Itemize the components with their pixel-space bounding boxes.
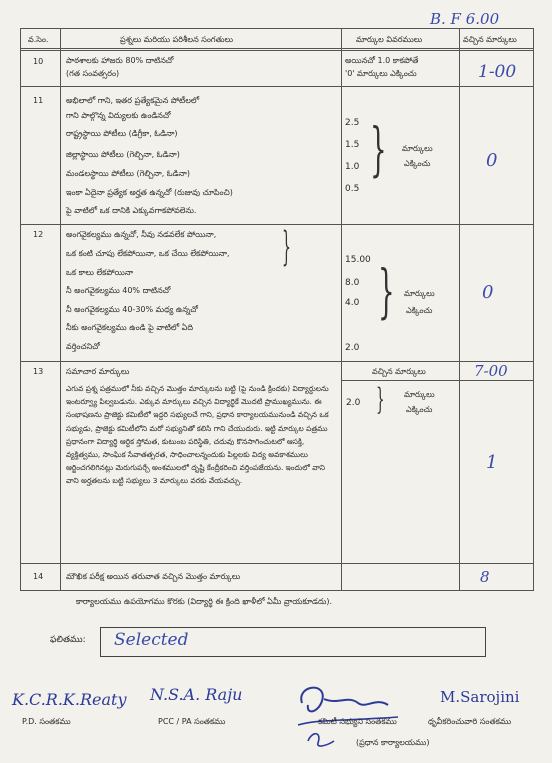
signature-verifier: M.Sarojini — [440, 688, 520, 706]
row-10-marks-1: అయినచో 1.0 కాకపోతే — [345, 56, 419, 65]
row-11-value-1: 2.5 — [345, 118, 360, 128]
row-11-number: 11 — [33, 96, 44, 105]
row-13-label-2: ఎక్కించు — [406, 405, 433, 414]
row-12-label-1: మార్కులు — [404, 289, 435, 298]
signature-pd-label: P.D. సంతకము — [22, 717, 71, 726]
row-13-label-1: మార్కులు — [404, 390, 435, 399]
row-13-obtained: 1 — [486, 452, 498, 473]
row-12-number: 12 — [33, 230, 44, 239]
row-12-value-1: 15.00 — [345, 255, 371, 265]
signature-pcc-label: PCC / PA సంతకము — [158, 717, 226, 726]
header-sno: వ.సెం. — [28, 35, 49, 44]
row-12-item-4: నీ అంగవైకల్యము 40% దాటినచో — [66, 286, 171, 295]
signature-headoffice-label: (ప్రధాన కార్యాలయము) — [356, 738, 430, 747]
row-10-item-2: (గత సంవత్సరం) — [66, 69, 120, 78]
row-12-item-1: అంగవైకల్యము ఉన్నచో, నీవు నడవలేక పోయినా, — [66, 230, 217, 239]
row-13-paragraph: ఎగువ ప్రశ్న పత్రములో నీకు వచ్చిన మొత్తం మార్కులను బట్టి (పై నుండి క్రిందకు) విద్యార్థులను ఇంటర్వ్యూ పిల్వబడును. ఎక్కువ మార్కులు వచ్చిన విద్యార్థికే మొదటి ప్రాముఖ్యమును. ఈ సంభాషణను ప్రాజెక్టు కమిటీలో ఇద్దరి సభ్యులచే గాని, ప్రధాన కార్యాలయమునుండి వచ్చిన ఒక సభ్యుడు, ప్రాజెక్టు కమిటీలోని మరో సభ్యునితో కలిసి గాని చేయుదురు. ఇట్టి మార్కుల పత్రము ప్రధానంగా విద్యార్థి ఆర్థిక స్తోమత, కుటుంబ పరిస్థితి, చదువు కొనసాగించుటలో ఆసక్తి, వ్యక్తిత్వము, సాంఘిక సేవాతత్పరత, సాధించాలన్నందుకు పిల్లలకు విద్య అవకాశములు ఆర్జించగలిగినట్లు మెరుగుపర్చే అంశములలో దృష్టి కేంద్రీకరించి వర్తింపజేయను. ఇందులో వాని వాని అర్హతలను బట్టి సభ్యులు 3 మార్కులు వరకు వేయవచ్చు. — [66, 384, 329, 486]
row-12-value-3: 4.0 — [345, 298, 360, 308]
row-12-label-2: ఎక్కించు — [406, 306, 433, 315]
row-13-obtained-total: 7-00 — [474, 362, 508, 380]
row-13-brace: } — [376, 382, 385, 417]
row-13-title: సమాచార మార్కులు — [66, 367, 130, 376]
row-11-item-6: ఇంకా ఏదైనా ప్రత్యేక అర్హత ఉన్నచో (రుజువు చూపించి) — [66, 188, 233, 197]
row-11-brace: } — [370, 115, 387, 183]
row-12-value-4: 2.0 — [345, 343, 360, 353]
row-12-item-6: నీకు అంగవైకల్యము ఉండి పై వాటిలో ఏది — [66, 323, 194, 332]
header-marks-obtained: వచ్చిన మార్కులు — [463, 35, 517, 44]
row-12-item-3: ఒక కాలు లేకపోయినా — [66, 268, 134, 277]
signature-pd: K.C.R.K.Reaty — [12, 690, 127, 709]
row-14-text: మౌఖిక పరీక్ష అయిన తరువాత వచ్చిన మొత్తం మార్కులు — [66, 572, 241, 581]
row-11-label-2: ఎక్కించు — [404, 159, 431, 168]
row-10-item-1: పాఠశాలకు హాజరు 80% దాటినచో — [66, 56, 174, 65]
row-14-number: 14 — [33, 572, 44, 581]
result-value: Selected — [114, 630, 189, 650]
row-12-left-brace: } — [282, 224, 291, 270]
signature-pcc: N.S.A. Raju — [150, 685, 243, 704]
row-12-item-7: వర్తించనిచో — [66, 342, 100, 351]
row-11-item-4: జిల్లాస్థాయి పోటీలు (గెల్చినా, ఓడినా) — [66, 150, 180, 159]
row-10-obtained: 1-00 — [478, 62, 517, 82]
row-11-item-2: గాని పాల్గొన్న విద్యులకు ఉండినచో — [66, 111, 171, 120]
header-marks-details: మార్కుల వివరములు — [356, 35, 423, 44]
row-11-label-1: మార్కులు — [402, 144, 433, 153]
row-11-item-7: పై వాటిలో ఒక దానికి ఎక్కువగాకపోవలెను. — [66, 206, 197, 215]
row-13-number: 13 — [33, 367, 44, 376]
header-questions: ప్రశ్నలు మరియు పరిశీలన సంగతులు — [120, 35, 233, 44]
row-11-value-4: 0.5 — [345, 184, 360, 194]
row-12-brace: } — [378, 257, 395, 325]
row-13-value-1: 2.0 — [346, 398, 361, 408]
top-annotation: B. F 6.00 — [430, 10, 500, 28]
office-note: కార్యాలయము ఉపయోగము కొరకు (విద్యార్థి ఈ క్రింది ఖాళీలో ఏమీ వ్రాయకూడదు). — [76, 597, 333, 606]
result-label: ఫలితము: — [50, 635, 86, 645]
row-10-marks-2: '0' మార్కులు ఎక్కించు — [345, 69, 417, 78]
row-12-item-2: ఒక కంటి చూపు లేకపోయినా, ఒక చేయి లేకపోయినా, — [66, 249, 230, 258]
row-13-marks-header: వచ్చిన మార్కులు — [372, 367, 426, 376]
row-11-item-5: మండలస్థాయి పోటీలు (గెల్చినా, ఓడినా) — [66, 169, 190, 178]
row-11-item-1: అభిలాలో గాని, ఇతర ప్రత్యేకమైన పోటీలలో — [66, 96, 200, 105]
signature-verifier-label: ధృవీకరించువారి సంతకము — [428, 717, 512, 726]
row-11-item-3: రాష్ట్రస్థాయి పోటీలు (డిగ్రీకా, ఓడినా) — [66, 129, 178, 138]
row-14-obtained: 8 — [480, 568, 490, 586]
row-10-number: 10 — [33, 57, 44, 66]
row-12-item-5: నీ అంగవైకల్యము 40-30% మధ్య ఉన్నచో — [66, 305, 198, 314]
row-12-value-2: 8.0 — [345, 278, 360, 288]
row-12-obtained: 0 — [482, 282, 494, 303]
signature-committee-label: కమిటీ సభ్యుని సంతకము — [318, 717, 397, 726]
row-11-value-2: 1.5 — [345, 140, 360, 150]
row-11-value-3: 1.0 — [345, 162, 360, 172]
row-11-obtained: 0 — [486, 150, 498, 171]
